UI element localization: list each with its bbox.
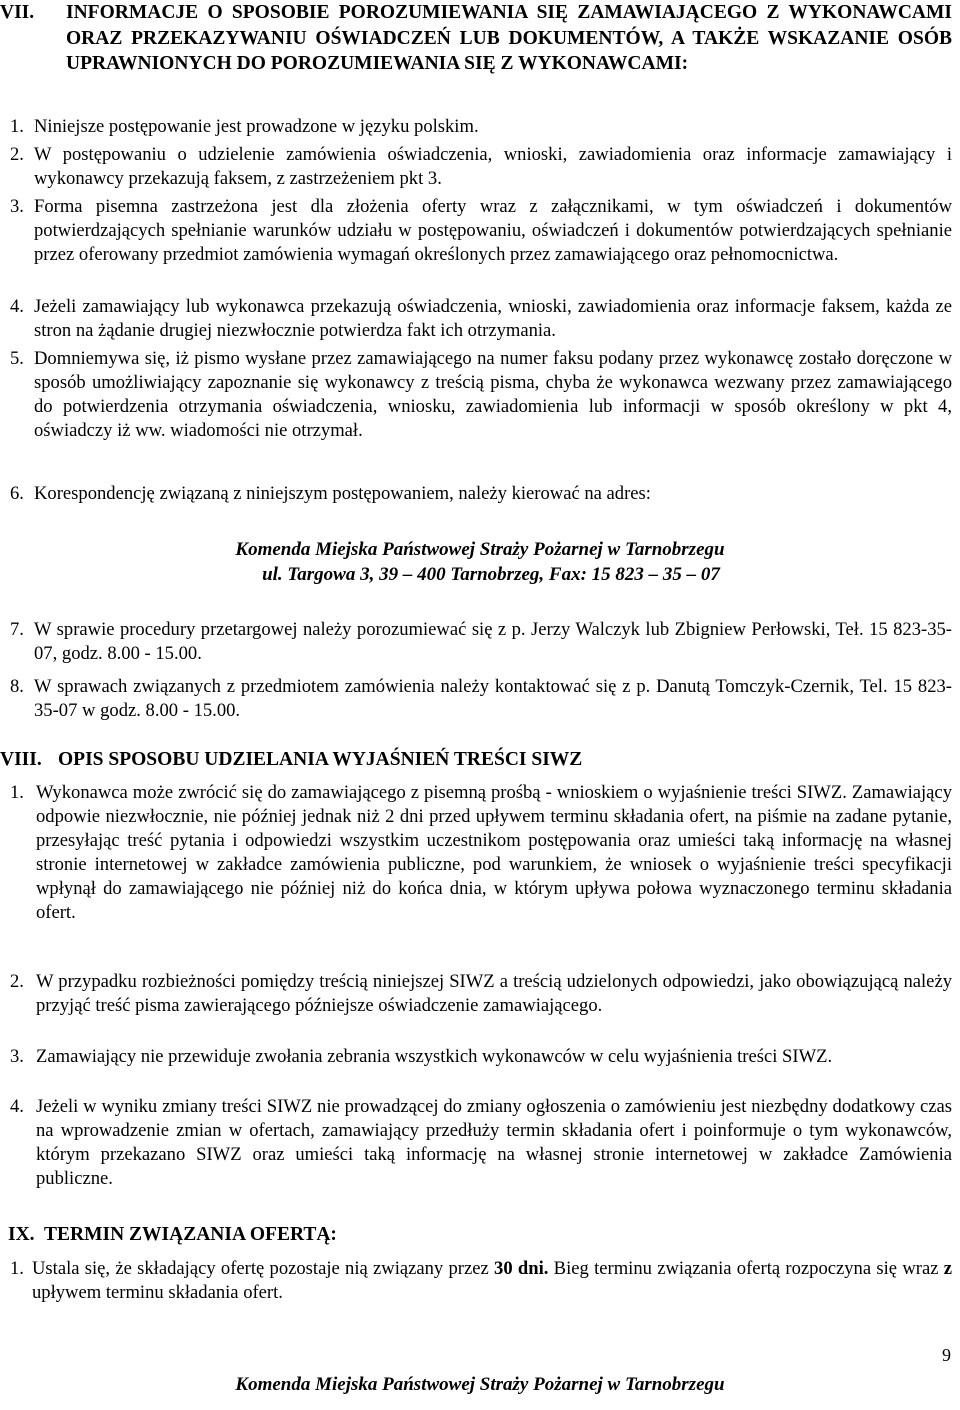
item-number: 3. <box>10 1046 24 1067</box>
section-viii-number: VIII. <box>0 749 42 770</box>
list-item <box>0 618 952 666</box>
section-ix-number: IX. <box>8 1224 35 1245</box>
item-number: 5. <box>10 348 24 369</box>
section-vii-title: INFORMACJE O SPOSOBIE POROZUMIEWANIA SIĘ ZAMAWIAJĄCEGO Z WYKONAWCAMI ORAZ PRZEKAZYWANIU OŚWIADCZEŃ LUB DOKUMENTÓW, A TAKŻE WSKAZANIE OSÓB UPRAWNIONYCH DO POROZUMIEWANIA SIĘ Z WYKONAWCAMI: <box>66 2 952 74</box>
item-text: Korespondencję związaną z niniejszym postępowaniem, należy kierować na adres: <box>34 483 651 504</box>
item-text: Wykonawca może zwrócić się do zamawiającego z pisemną prośbą - wnioskiem o wyjaśnienie treści SIWZ. Zamawiający odpowie niezwłocznie, nie później jednak niż 2 dni przed upływem terminu składania ofert, na piśmie na zadane pytanie, przesyłając treść pytania i odpowiedzi wszystkim uczestnikom postępowania oraz umieści taką informację na własnej stronie internetowej w zakładce zamówienia publiczne, pod warunkiem, że wniosek o wyjaśnienie treści specyfikacji wpłynął do zamawiającego nie później niż do końca dnia, w którym upływa połowa wyznaczonego terminu składania ofert. <box>36 782 952 923</box>
item-number: 2. <box>10 144 24 165</box>
list-item <box>0 970 952 1018</box>
item-text-bold: 30 dni. <box>494 1258 549 1279</box>
item-number: 6. <box>10 483 24 504</box>
item-number: 2. <box>10 971 24 992</box>
list-item <box>0 675 952 723</box>
section-vii-heading <box>0 0 952 77</box>
item-text-part: Bieg terminu związania ofertą rozpoczyna się wraz <box>548 1258 944 1279</box>
item-text: W postępowaniu o udzielenie zamówienia oświadczenia, wnioski, zawiadomienia oraz informacje zamawiający i wykonawcy przekazują faksem, z zastrzeżeniem pkt 3. <box>34 144 952 189</box>
list-item <box>0 115 952 139</box>
section-ix-title: TERMIN ZWIĄZANIA OFERTĄ: <box>44 1224 337 1245</box>
list-item <box>0 347 952 443</box>
page-footer: Komenda Miejska Państwowej Straży Pożarnej w Tarnobrzegu <box>235 1374 725 1395</box>
item-text: W sprawie procedury przetargowej należy porozumiewać się z p. Jerzy Walczyk lub Zbigniew Perłowski, Teł. 15 823-35-07, godz. 8.00 - 15.00. <box>34 619 952 664</box>
item-text: W sprawach związanych z przedmiotem zamówienia należy kontaktować się z p. Danutą Tomczyk-Czernik, Tel. 15 823-35-07 w godz. 8.00 - 15.00. <box>34 676 952 721</box>
item-text: Domniemywa się, iż pismo wysłane przez zamawiającego na numer faksu podany przez wykonawcę zostało doręczone w sposób umożliwiający zapoznanie się wykonawcy z treścią pisma, chyba że wykonawca wezwany przez zamawiającego do potwierdzenia otrzymania oświadczenia, wniosku, zawiadomienia lub informacji w sposób określony w pkt 4, oświadczy iż ww. wiadomości nie otrzymał. <box>34 348 952 441</box>
item-number: 1. <box>10 116 24 137</box>
list-item <box>0 781 952 925</box>
item-text: Jeżeli zamawiający lub wykonawca przekazują oświadczenia, wnioski, zawiadomienia oraz informacje faksem, każda ze stron na żądanie drugiej niezwłocznie potwierdza fakt ich otrzymania. <box>34 296 952 341</box>
item-number: 1. <box>10 1258 24 1279</box>
item-text-bold: z <box>943 1258 952 1279</box>
item-text: Jeżeli w wyniku zmiany treści SIWZ nie prowadzącej do zmiany ogłoszenia o zamówieniu jest niezbędny dodatkowy czas na wprowadzenie zmian w ofertach, zamawiający przedłuży termin składania ofert i poinformuje o tym wykonawców, którym przekazano SIWZ oraz umieści taką informację na własnej stronie internetowej w zakładce Zamówienia publiczne. <box>36 1096 952 1189</box>
list-item <box>0 195 952 267</box>
page-number: 9 <box>942 1345 951 1365</box>
section-ix-heading <box>0 1222 952 1248</box>
section-viii-heading <box>0 747 952 773</box>
list-item <box>0 1045 952 1069</box>
list-item <box>0 1095 952 1191</box>
item-text <box>0 1257 952 1305</box>
address-block <box>0 537 960 587</box>
item-number: 4. <box>10 296 24 317</box>
item-text: W przypadku rozbieżności pomiędzy treścią niniejszej SIWZ a treścią udzielonych odpowiedzi, jako obowiązującą należy przyjąć treść pisma zawierającego późniejsze oświadczenie zamawiającego. <box>36 971 952 1016</box>
list-item <box>0 1257 952 1305</box>
item-number: 1. <box>10 782 24 803</box>
item-number: 4. <box>10 1096 24 1117</box>
item-number: 8. <box>10 676 24 697</box>
section-viii-title: OPIS SPOSOBU UDZIELANIA WYJAŚNIEŃ TREŚCI SIWZ <box>58 749 583 770</box>
item-text: Forma pisemna zastrzeżona jest dla złożenia oferty wraz z załącznikami, w tym oświadczeń i dokumentów potwierdzających spełnianie warunków udziału w postępowaniu, oświadczeń i dokumentów potwierdzających spełnianie przez oferowany przedmiot zamówienia wymagań określonych przez zamawiającego oraz pełnomocnictwa. <box>34 196 952 265</box>
address-line-1: Komenda Miejska Państwowej Straży Pożarnej w Tarnobrzegu <box>235 539 725 560</box>
item-text-part: upływem terminu składania ofert. <box>32 1282 283 1303</box>
list-item <box>0 295 952 343</box>
section-vii-number: VII. <box>0 2 35 23</box>
item-text: Zamawiający nie przewiduje zwołania zebrania wszystkich wykonawców w celu wyjaśnienia treści SIWZ. <box>36 1046 833 1067</box>
list-item <box>0 143 952 191</box>
item-number: 7. <box>10 619 24 640</box>
item-number: 3. <box>10 196 24 217</box>
item-text-part: Ustala się, że składający ofertę pozostaje nią związany przez <box>32 1258 495 1279</box>
item-text: Niniejsze postępowanie jest prowadzone w języku polskim. <box>34 116 479 137</box>
list-item <box>0 482 952 506</box>
address-line-2: ul. Targowa 3, 39 – 400 Tarnobrzeg, Fax: 15 823 – 35 – 07 <box>262 564 720 585</box>
